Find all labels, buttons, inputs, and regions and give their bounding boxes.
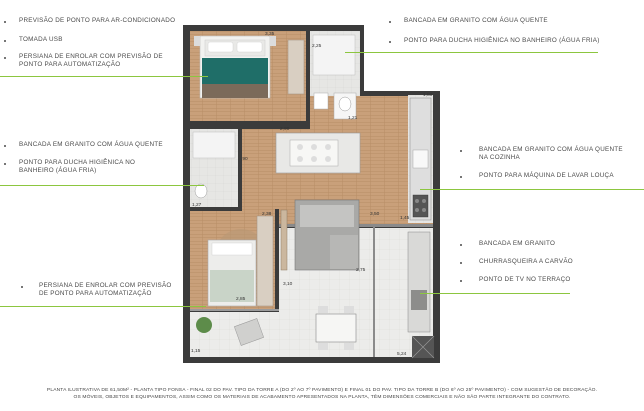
dim-label: 2,25 (312, 44, 322, 49)
dim-label: 1,88 (423, 93, 433, 98)
dining-table (276, 133, 360, 173)
note-roller-blind-2: PERSIANA DE ENROLAR COM PREVISÃO DE PONTO PARA AUTOMATIZAÇÃO (39, 282, 172, 298)
dim-label: 2,38 (262, 212, 272, 217)
master-wardrobe (288, 40, 304, 94)
dim-label: 2,90 (280, 127, 290, 132)
dim-label: 5,24 (397, 352, 407, 357)
sofa (295, 200, 359, 270)
master-bed (194, 36, 276, 98)
note-roller-blind-1: PERSIANA DE ENROLAR COM PREVISÃO DE PONTO PARA AUTOMATIZAÇÃO (19, 53, 163, 69)
second-wardrobe (257, 216, 273, 306)
note-air-conditioning: PREVISÃO DE PONTO PARA AR-CONDICIONADO (19, 17, 176, 24)
dim-label: 3,50 (370, 212, 380, 217)
leader-left-bottom (0, 306, 206, 307)
note-charcoal-grill: CHURRASQUEIRA A CARVÃO (479, 258, 573, 265)
tv-panel (281, 210, 287, 270)
leader-right-bottom (420, 293, 570, 294)
footer-disclaimer-line-1: PLANTA ILUSTRATIVA DE 61,50M² - PLANTA TIPO FONSA - FINAL 02 DO PAV. TIPO DA TORRE A (DO 2º AO 7º PAVIMENTO) E FINAL 01 DO PAV. TIPO DA TORRE B (DO 6º AO 25º PAVIMENTO) - COM SUGESTÃO DE DECORAÇÃO. (46, 388, 598, 393)
note-hygienic-shower-2: PONTO PARA DUCHA HIGIÊNICA NO BANHEIRO (ÁGUA FRIA) (19, 159, 136, 175)
note-hygienic-shower-1: PONTO PARA DUCHA HIGIÊNICA NO BANHEIRO (ÁGUA FRIA) (404, 37, 600, 44)
leader-right-mid (420, 189, 644, 190)
dim-label: 2,85 (236, 297, 246, 302)
kitchen-counter (410, 98, 431, 220)
dim-label: 3,10 (283, 282, 293, 287)
dim-label: 1,27 (192, 203, 202, 208)
dim-label: 1,45 (400, 216, 410, 221)
note-usb-outlet: TOMADA USB (19, 36, 63, 43)
note-tv-outlet-terrace: PONTO DE TV NO TERRAÇO (479, 276, 571, 283)
dim-label: 1,21 (348, 116, 358, 121)
leader-left-top (0, 76, 208, 77)
note-granite-counter-terrace: BANCADA EM GRANITO (479, 240, 556, 247)
leader-right-top (345, 52, 598, 53)
note-kitchen-counter: BANCADA EM GRANITO COM ÁGUA QUENTE NA COZINHA (479, 146, 623, 162)
note-granite-counter-bath-2: BANCADA EM GRANITO COM ÁGUA QUENTE (19, 141, 163, 148)
dim-label: 1,15 (191, 349, 201, 354)
dim-label: 2,75 (356, 268, 366, 273)
leader-left-mid (0, 185, 204, 186)
dim-label: ,90 (241, 157, 248, 162)
note-dishwasher: PONTO PARA MÁQUINA DE LAVAR LOUÇA (479, 172, 614, 179)
note-granite-counter-bath-1: BANCADA EM GRANITO COM ÁGUA QUENTE (404, 17, 548, 24)
footer-disclaimer-line-2: OS MÓVEIS, OBJETOS E EQUIPAMENTOS, ASSIM COMO OS MATERIAIS DE ACABAMENTO APRESENTADOS NA PLANTA, TÊM DIMENSÕES COMERCIAIS E NÃO SÃO PARTE INTEGRANTE DO CONTRATO. (73, 395, 571, 400)
dim-label: 3,35 (265, 32, 275, 37)
